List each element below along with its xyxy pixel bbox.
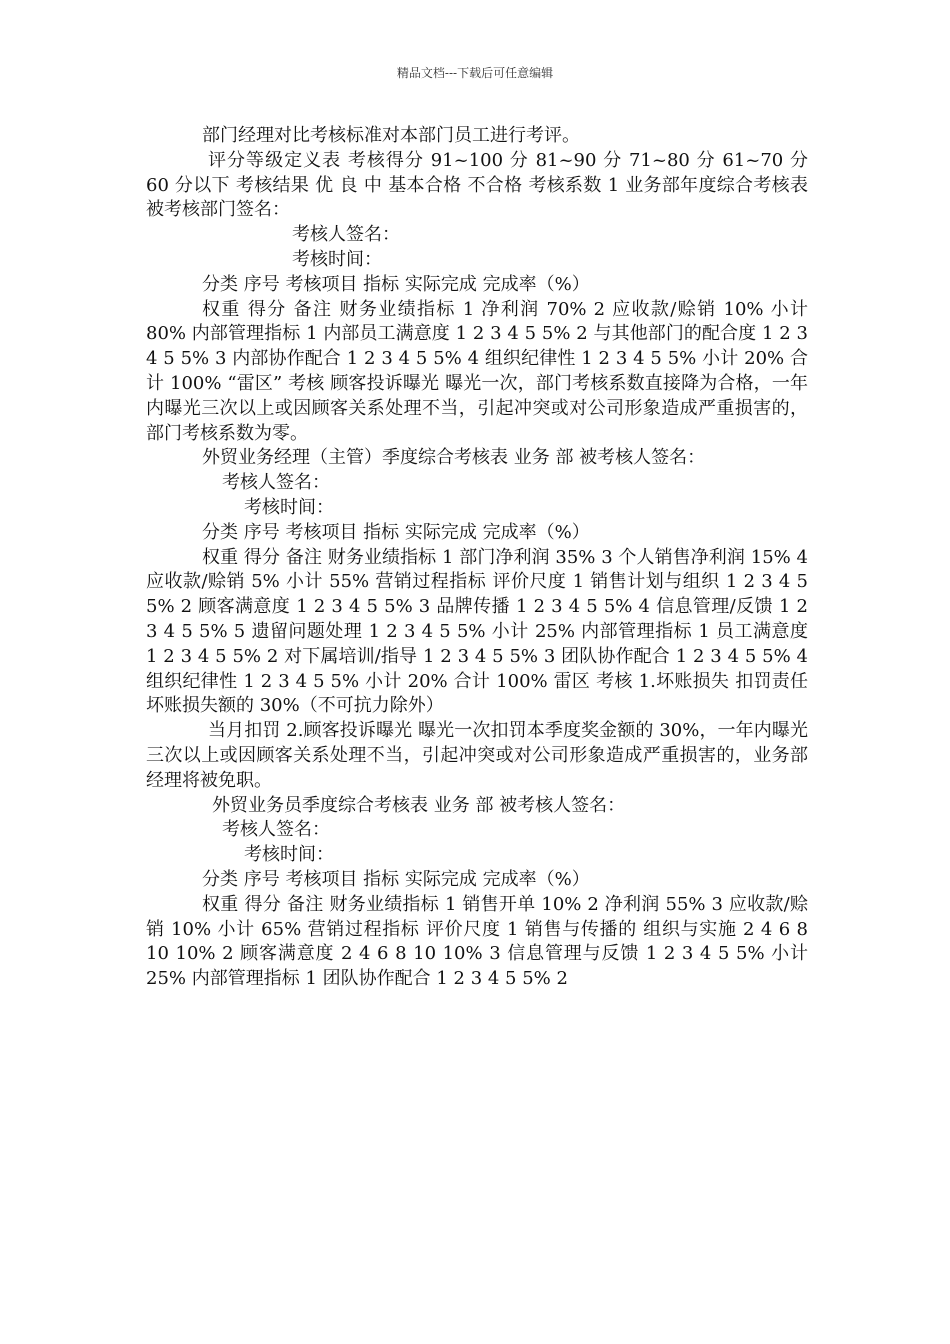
paragraph-rating-table: 评分等级定义表 考核得分 91~100 分 81~90 分 71~80 分 61~70 分 60 分以下 考核结果 优 良 中 基本合格 不合格 考核系数 1 业务部年度综合考核表 被考核部门签名： — [146, 149, 808, 221]
paragraph-salesperson-table: 权重 得分 备注 财务业绩指标 1 销售开单 10% 2 净利润 55% 3 应收款/赊销 10% 小计 65% 营销过程指标 评价尺度 1 销售与传播的 组织与实施 2 4 6 8 10 10% 2 顾客满意度 2 4 6 8 10 10% 3 信息管理与反馈 1 2 3 4 5 5% 小计 25% 内部管理指标 1 团队协作配合 1 2 3 4 5 5% 2 — [146, 893, 808, 990]
paragraph-table-header: 分类 序号 考核项目 指标 实际完成 完成率（%） — [202, 273, 590, 295]
paragraph-assessor-signature: 考核人签名： — [222, 819, 330, 841]
paragraph-assessor-signature: 考核人签名： — [292, 224, 400, 246]
paragraph-salesperson-table-title: 外贸业务员季度综合考核表 业务 部 被考核人签名： — [212, 794, 626, 816]
paragraph-assessor-signature: 考核人签名： — [222, 472, 330, 494]
document-body — [146, 124, 808, 992]
paragraph-intro: 部门经理对比考核标准对本部门员工进行考评。 — [202, 125, 580, 146]
page-header: 精品文档---下载后可任意编辑 — [396, 66, 554, 80]
paragraph-manager-table-title: 外贸业务经理（主管）季度综合考核表 业务 部 被考核人签名： — [202, 447, 706, 469]
paragraph-penalty: 当月扣罚 2.顾客投诉曝光 曝光一次扣罚本季度奖金额的 30%，一年内曝光三次以上或因顾客关系处理不当，引起冲突或对公司形象造成严重损害的，业务部经理将被免职。 — [146, 720, 808, 791]
paragraph-department-table: 权重 得分 备注 财务业绩指标 1 净利润 70% 2 应收款/赊销 10% 小计 80% 内部管理指标 1 内部员工满意度 1 2 3 4 5 5% 2 与其他部门的配合度 1 2 3 4 5 5% 3 内部协作配合 1 2 3 4 5 5% 4 组织纪律性 1 2 3 4 5 5% 小计 20% 合计 100% “雷区” 考核 顾客投诉曝光 曝光一次，部门考核系数直接降为合格，一年内曝光三次以上或因顾客关系处理不当，引起冲突或对公司形象造成严重损害的，部门考核系数为零。 — [146, 298, 808, 444]
paragraph-assessment-time: 考核时间： — [244, 496, 334, 518]
paragraph-table-header: 分类 序号 考核项目 指标 实际完成 完成率（%） — [202, 868, 590, 890]
paragraph-table-header: 分类 序号 考核项目 指标 实际完成 完成率（%） — [202, 521, 590, 543]
paragraph-manager-table: 权重 得分 备注 财务业绩指标 1 部门净利润 35% 3 个人销售净利润 15% 4 应收款/赊销 5% 小计 55% 营销过程指标 评价尺度 1 销售计划与组织 1 2 3 4 5 5% 2 顾客满意度 1 2 3 4 5 5% 3 品牌传播 1 2 3 4 5 5% 4 信息管理/反馈 1 2 3 4 5 5% 5 遗留问题处理 1 2 3 4 5 5% 小计 25% 内部管理指标 1 员工满意度 1 2 3 4 5 5% 2 对下属培训/指导 1 2 3 4 5 5% 3 团队协作配合 1 2 3 4 5 5% 4 组织纪律性 1 2 3 4 5 5% 小计 20% 合计 100% 雷区 考核 1.坏账损失 扣罚责任坏账损失额的 30%（不可抗力除外） — [146, 546, 808, 717]
paragraph-assessment-time: 考核时间： — [244, 844, 334, 866]
paragraph-assessment-time: 考核时间： — [292, 248, 382, 270]
